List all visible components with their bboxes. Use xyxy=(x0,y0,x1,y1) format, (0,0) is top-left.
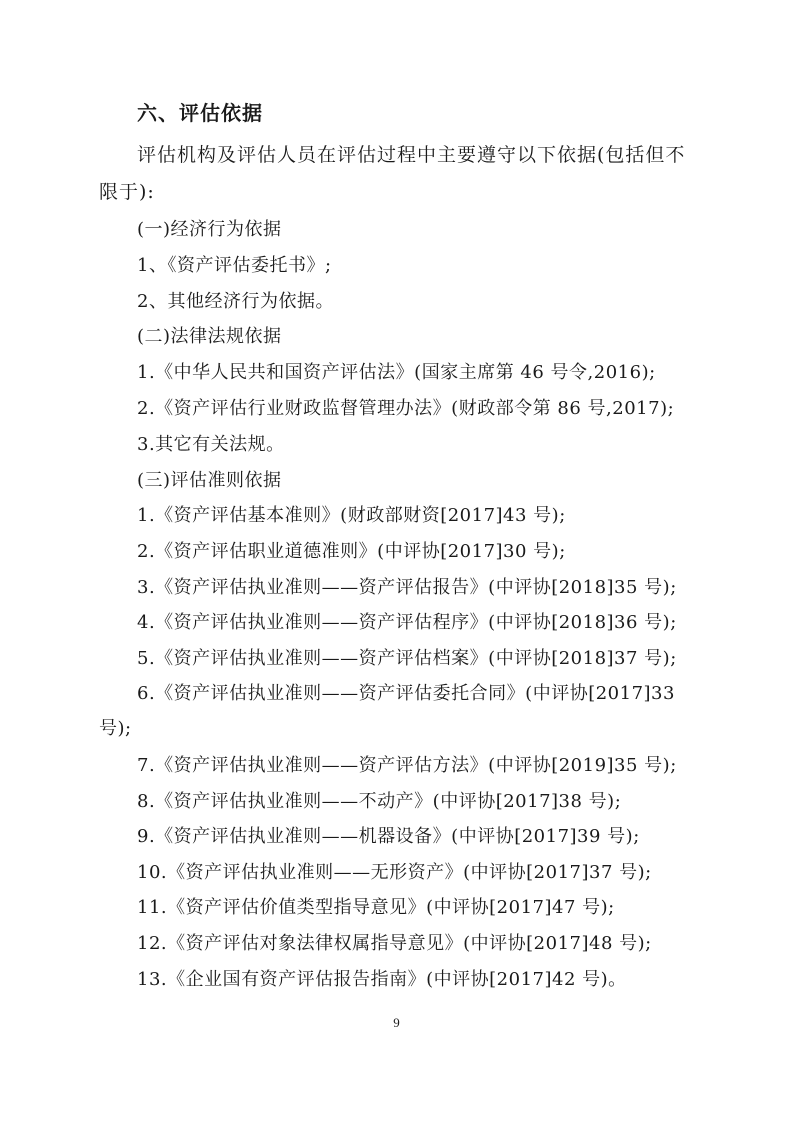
legal-basis-heading: (二)法律法规依据 xyxy=(137,326,282,347)
standards-basis-item: 4.《资产评估执业准则——资产评估程序》(中评协[2018]36 号); xyxy=(137,612,677,633)
economic-basis-heading: (一)经济行为依据 xyxy=(137,219,282,240)
standards-basis-item: 11.《资产评估价值类型指导意见》(中评协[2017]47 号); xyxy=(137,897,615,918)
standards-basis-item: 7.《资产评估执业准则——资产评估方法》(中评协[2019]35 号); xyxy=(137,755,677,776)
legal-basis-item: 2.《资产评估行业财政监督管理办法》(财政部令第 86 号,2017); xyxy=(137,398,675,419)
standards-basis-item: 12.《资产评估对象法律权属指导意见》(中评协[2017]48 号); xyxy=(137,933,652,954)
standards-basis-item: 6.《资产评估执业准则——资产评估委托合同》(中评协[2017]33 xyxy=(137,683,675,704)
intro-line-1: 评估机构及评估人员在评估过程中主要遵守以下依据(包括但不 xyxy=(137,144,686,166)
economic-basis-item: 1、《资产评估委托书》; xyxy=(137,255,332,276)
legal-basis-item: 3.其它有关法规。 xyxy=(137,434,285,455)
standards-basis-item: 13.《企业国有资产评估报告指南》(中评协[2017]42 号)。 xyxy=(137,969,627,990)
standards-basis-item: 8.《资产评估执业准则——不动产》(中评协[2017]38 号); xyxy=(137,791,622,812)
section-heading: 六、评估依据 xyxy=(137,101,263,125)
standards-basis-item: 2.《资产评估职业道德准则》(中评协[2017]30 号); xyxy=(137,541,566,562)
page-number: 9 xyxy=(393,1015,400,1030)
legal-basis-item: 1.《中华人民共和国资产评估法》(国家主席第 46 号令,2016); xyxy=(137,362,656,383)
intro-line-2: 限于): xyxy=(99,181,155,203)
standards-basis-item: 1.《资产评估基本准则》(财政部财资[2017]43 号); xyxy=(137,505,566,526)
standards-basis-item-continuation: 号); xyxy=(99,718,132,739)
standards-basis-item: 10.《资产评估执业准则——无形资产》(中评协[2017]37 号); xyxy=(137,862,652,883)
economic-basis-item: 2、其他经济行为依据。 xyxy=(137,291,334,312)
standards-basis-heading: (三)评估准则依据 xyxy=(137,470,282,491)
standards-basis-item: 9.《资产评估执业准则——机器设备》(中评协[2017]39 号); xyxy=(137,826,640,847)
standards-basis-item: 3.《资产评估执业准则——资产评估报告》(中评协[2018]35 号); xyxy=(137,577,677,598)
standards-basis-item: 5.《资产评估执业准则——资产评估档案》(中评协[2018]37 号); xyxy=(137,648,677,669)
